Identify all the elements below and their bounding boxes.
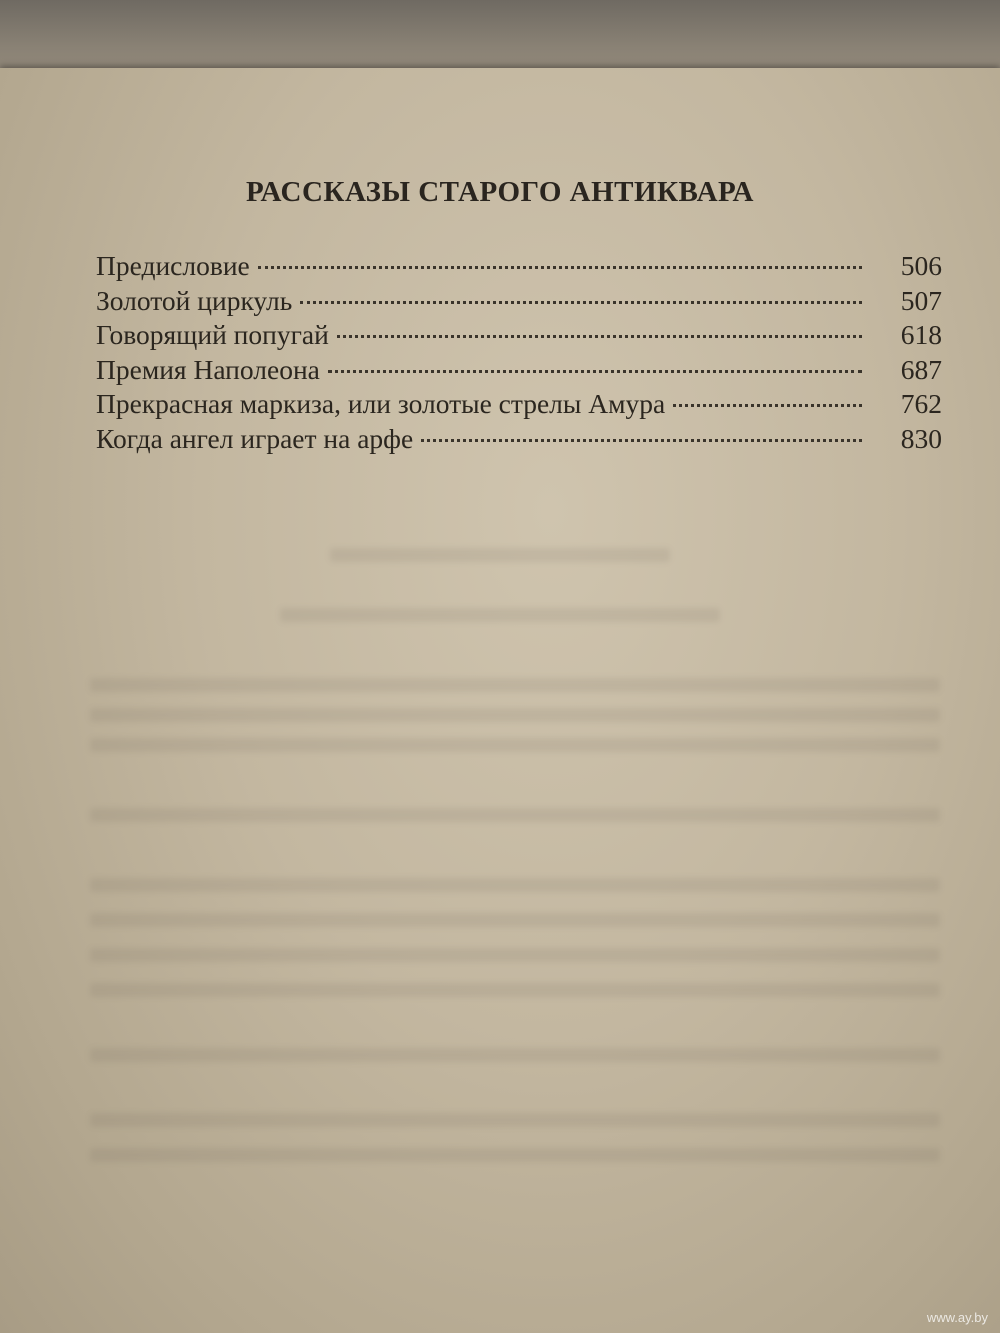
show-through-text	[90, 983, 940, 997]
show-through-text	[90, 1148, 940, 1162]
table-of-contents	[96, 250, 942, 457]
show-through-text	[90, 1048, 940, 1062]
dot-leader	[673, 404, 862, 407]
show-through-text	[90, 808, 940, 822]
toc-entry	[96, 250, 942, 285]
section-title: РАССКАЗЫ СТАРОГО АНТИКВАРА	[246, 176, 754, 208]
show-through-text	[90, 913, 940, 927]
toc-entry-page: 687	[900, 353, 942, 385]
toc-entry	[96, 354, 942, 389]
dot-leader	[258, 266, 862, 269]
show-through-text	[90, 678, 940, 692]
toc-entry-title: Премия Наполеона	[96, 353, 320, 385]
toc-entry-title: Прекрасная маркиза, или золотые стрелы Амура	[96, 388, 666, 419]
toc-entry	[96, 285, 942, 320]
toc-entry-page: 506	[900, 250, 942, 281]
show-through-text	[330, 548, 670, 562]
toc-entry	[96, 388, 942, 423]
toc-entry	[96, 319, 942, 354]
show-through-text	[90, 1113, 940, 1127]
show-through-text	[90, 738, 940, 752]
show-through-text	[90, 948, 940, 962]
dot-leader	[421, 439, 862, 442]
toc-entry-title: Говорящий попугай	[96, 319, 329, 350]
show-through-text	[280, 608, 720, 622]
dot-leader	[328, 370, 862, 373]
toc-entry-title: Предисловие	[96, 250, 250, 281]
dot-leader	[300, 301, 862, 304]
toc-entry-page: 507	[900, 284, 942, 316]
toc-entry-title: Когда ангел играет на арфе	[96, 422, 414, 454]
toc-entry-title: Золотой циркуль	[96, 284, 293, 316]
dot-leader	[337, 335, 862, 338]
show-through-text	[90, 878, 940, 892]
toc-entry	[96, 423, 942, 458]
toc-entry-page: 762	[900, 388, 942, 419]
show-through-text	[90, 708, 940, 722]
toc-entry-page: 618	[900, 319, 942, 350]
toc-entry-page: 830	[900, 422, 942, 454]
watermark: www.ay.by	[926, 1310, 988, 1325]
